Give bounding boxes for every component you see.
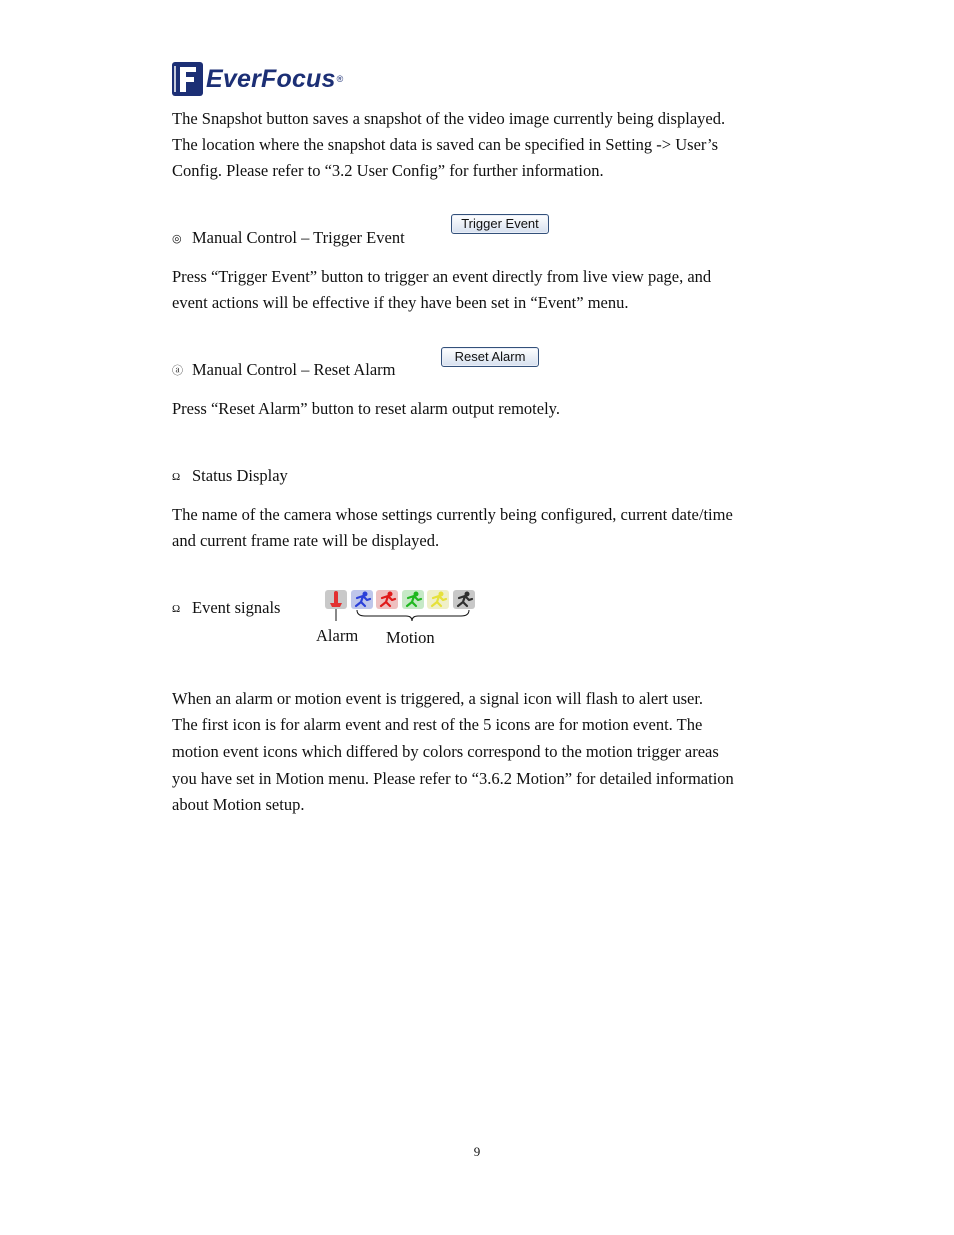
reset-alarm-heading-text: Manual Control – Reset Alarm	[192, 360, 396, 379]
trigger-event-button[interactable]: Trigger Event	[451, 214, 549, 234]
intro-line: The location where the snapshot data is saved can be specified in Setting -> User’s	[172, 135, 719, 154]
intro-line: The Snapshot button saves a snapshot of the video image currently being displayed.	[172, 109, 726, 128]
logo-registered-mark: ®	[336, 74, 344, 84]
bullet-mark-icon: Ω	[172, 603, 181, 615]
everfocus-logo-mark-icon	[172, 62, 203, 96]
trigger-event-heading	[172, 227, 405, 250]
alarm-label: Alarm	[316, 626, 359, 645]
reset-line: Press “Reset Alarm” button to reset alarm output remotely.	[172, 399, 560, 418]
reset-alarm-heading	[172, 359, 395, 382]
trigger-line: event actions will be effective if they have been set in “Event” menu.	[172, 293, 629, 312]
events-line: motion event icons which differed by colors correspond to the motion trigger areas	[172, 742, 719, 761]
reset-alarm-button[interactable]: Reset Alarm	[441, 347, 539, 367]
events-line: The first icon is for alarm event and rest of the 5 icons are for motion event. The	[172, 715, 703, 734]
event-signals-heading-text: Event signals	[192, 598, 281, 617]
logo-wordmark: EverFocus	[206, 64, 336, 93]
intro-line: Config. Please refer to “3.2 User Config” for further information.	[172, 161, 604, 180]
events-line: you have set in Motion menu. Please refer to “3.6.2 Motion” for detailed information	[172, 769, 734, 788]
trigger-event-heading-text: Manual Control – Trigger Event	[192, 228, 405, 247]
bullet-mark-icon: ⓐ	[172, 365, 183, 377]
signal-annotation-lines	[320, 607, 480, 625]
events-line: about Motion setup.	[172, 795, 305, 814]
trigger-line: Press “Trigger Event” button to trigger an event directly from live view page, and	[172, 267, 712, 286]
bullet-mark-icon: Ω	[172, 471, 181, 483]
event-signals-heading	[172, 597, 280, 620]
status-line: The name of the camera whose settings currently being configured, current date/time	[172, 505, 733, 524]
everfocus-logo	[172, 62, 343, 96]
motion-label: Motion	[386, 628, 435, 647]
status-display-heading-text: Status Display	[192, 466, 288, 485]
status-line: and current frame rate will be displayed.	[172, 531, 440, 550]
events-line: When an alarm or motion event is triggered, a signal icon will flash to alert user.	[172, 689, 704, 708]
page-number: 9	[473, 1144, 481, 1159]
bullet-mark-icon: ◎	[172, 233, 182, 245]
status-display-heading	[172, 465, 288, 488]
